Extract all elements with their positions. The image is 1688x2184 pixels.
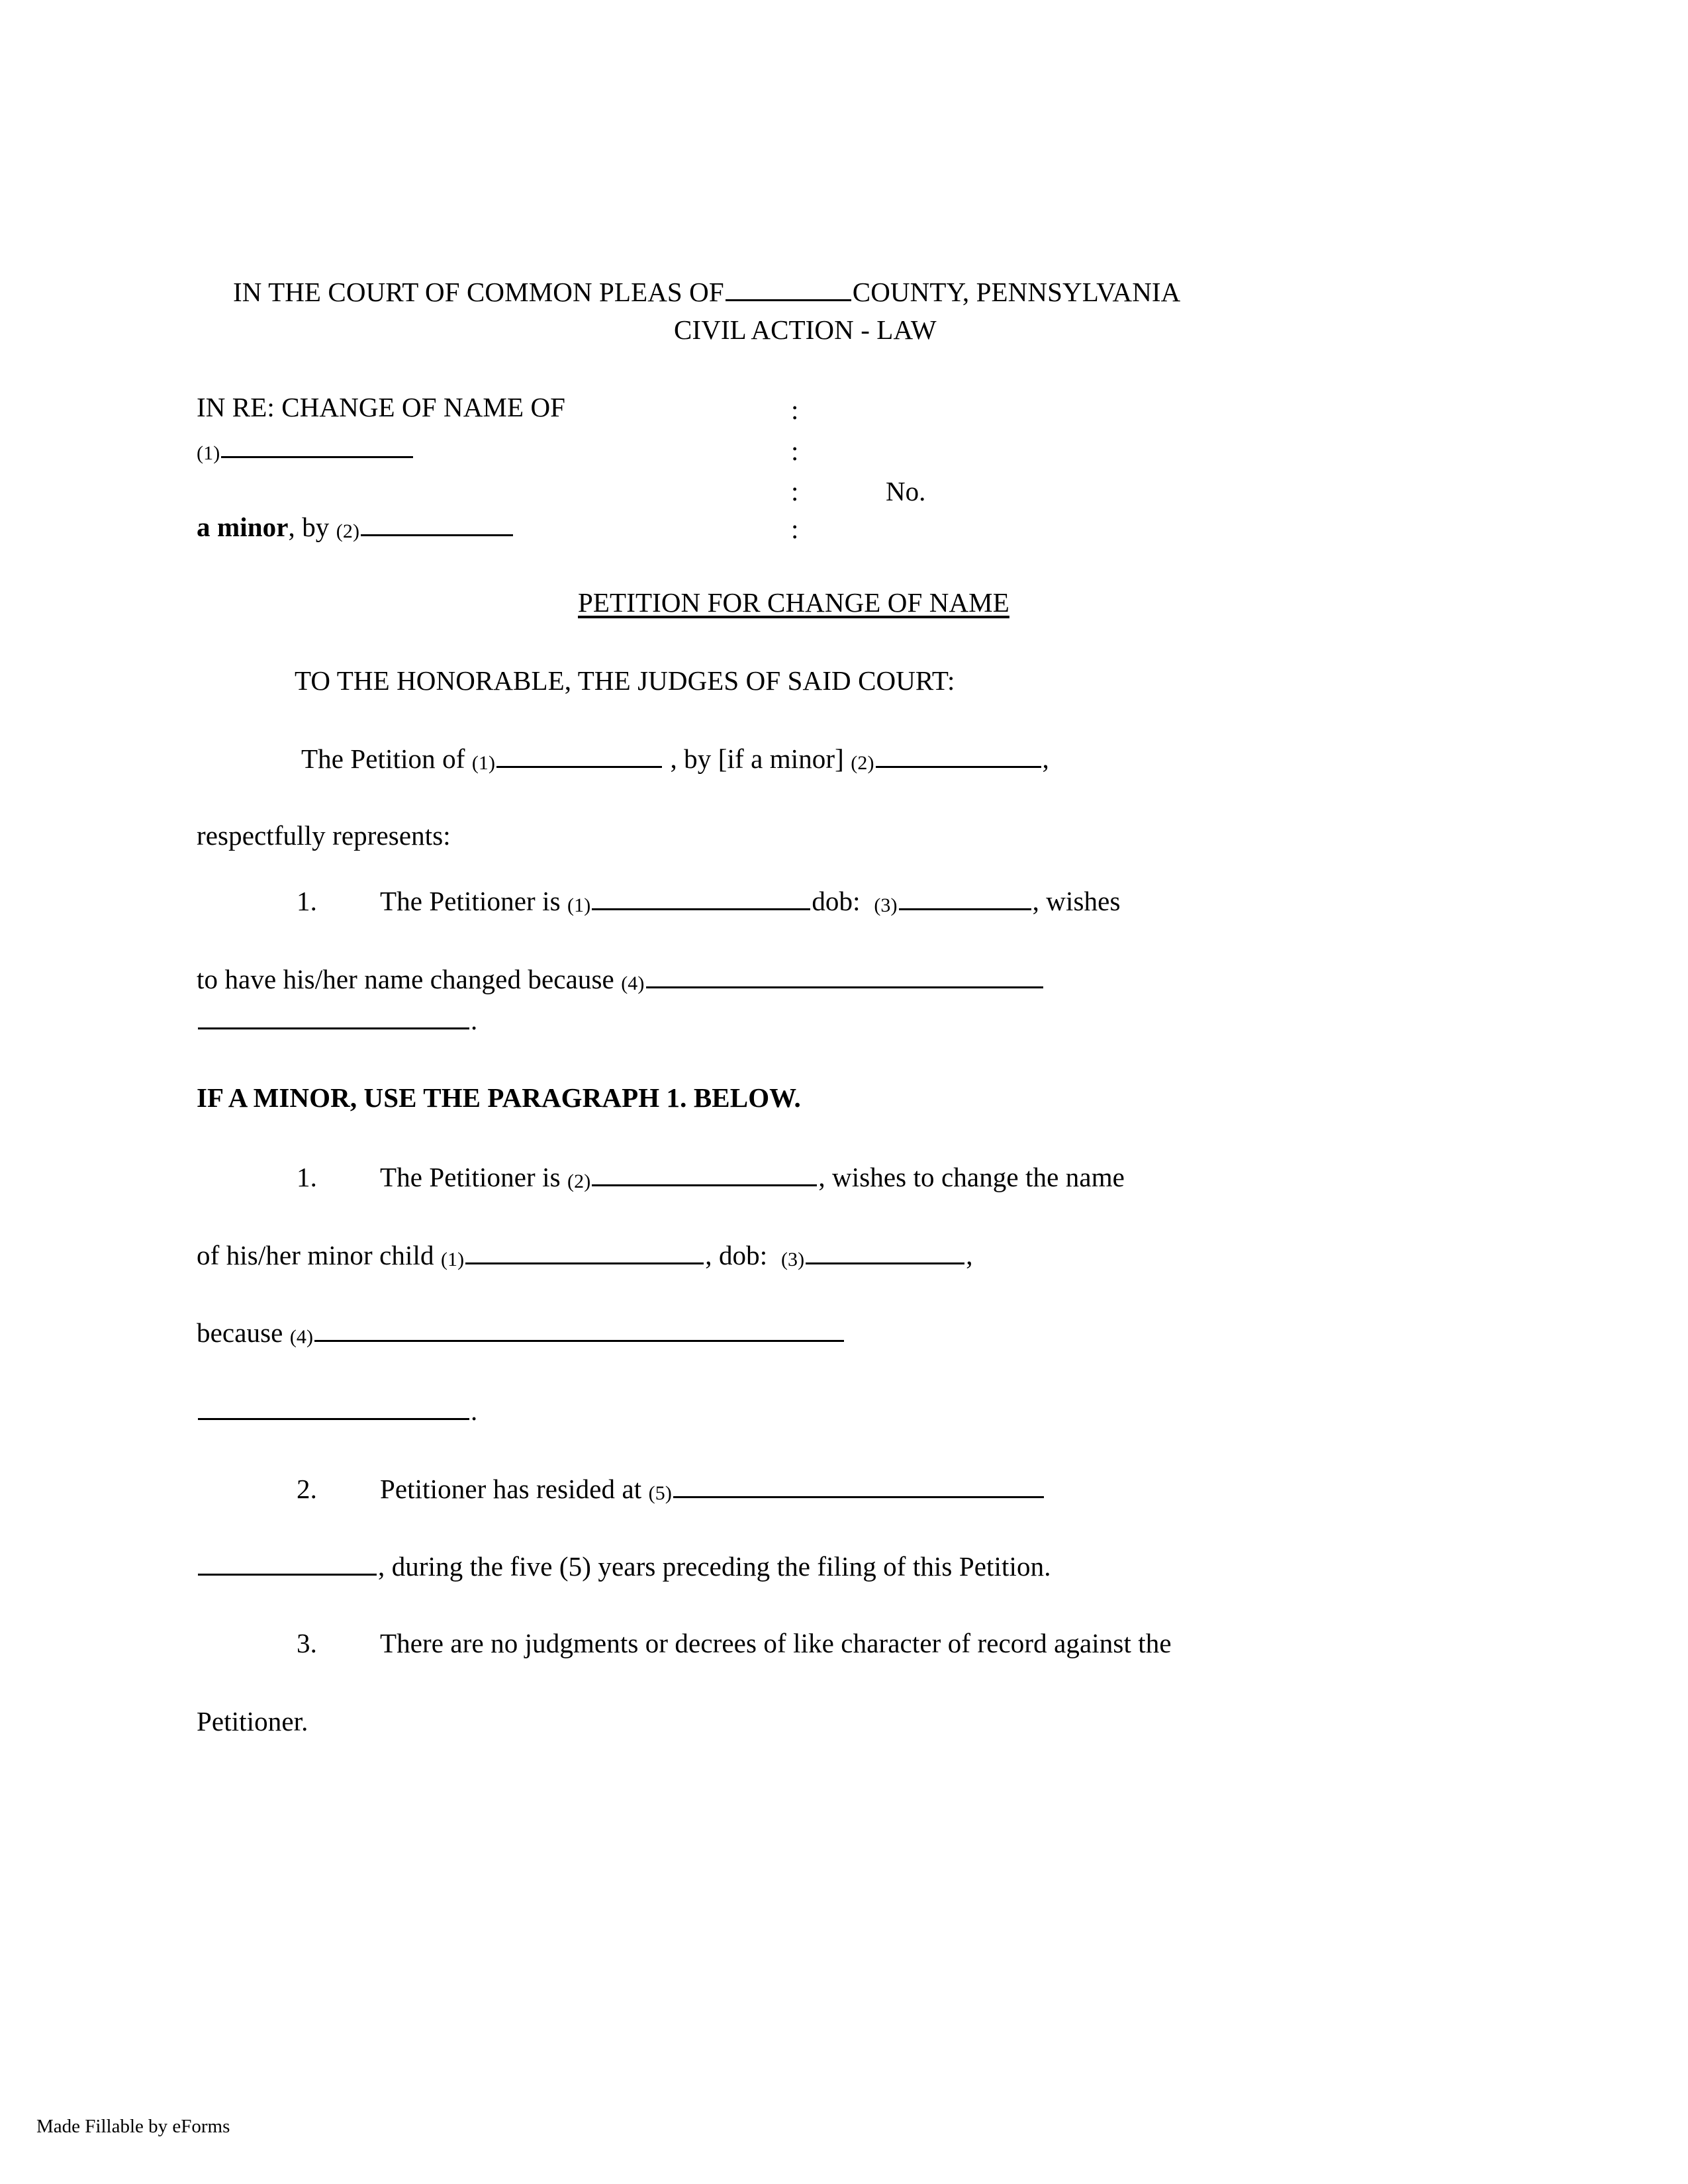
paragraph-1-reason-label: to have his/her name changed because [197, 964, 614, 994]
paragraph-1-text-3: , wishes [1032, 886, 1121, 916]
p2-residence-blank-field[interactable] [673, 1475, 1044, 1498]
petition-of-text: The Petition of [301, 743, 465, 774]
minor-child-label: of his/her minor child [197, 1240, 434, 1270]
paragraph-2-text-1: Petitioner has resided at [379, 1474, 642, 1504]
petition-intro-line-2: respectfully represents: [197, 820, 451, 851]
paragraph-3-line-2: Petitioner. [197, 1706, 308, 1736]
petition-ref-2: (2) [851, 752, 874, 774]
caption-by-text: , by [288, 512, 330, 542]
caption-colon-1: : [791, 395, 799, 425]
paragraph-1-ref-1: (1) [567, 894, 591, 916]
petition-guardian-blank-field[interactable] [876, 745, 1041, 768]
court-header-text-after: COUNTY, PENNSYLVANIA [852, 277, 1181, 307]
paragraph-2-line-2 [197, 1552, 1051, 1580]
paragraph-1-minor-number: 1. [297, 1162, 317, 1192]
civil-action-line: CIVIL ACTION - LAW [674, 314, 937, 345]
minor-instruction-heading: IF A MINOR, USE THE PARAGRAPH 1. BELOW. [197, 1082, 801, 1113]
petitioner-name-blank-field[interactable] [496, 745, 662, 768]
caption-minor-by-line [197, 513, 514, 541]
m1-reason-blank-field-cont[interactable] [198, 1397, 469, 1420]
paragraph-2-text-2: , during the five (5) years preceding the filing of this Petition. [378, 1551, 1051, 1582]
paragraph-1-number: 1. [297, 886, 317, 916]
p1-reason-blank-field[interactable] [646, 965, 1043, 988]
petition-intro-line-1 [301, 745, 1049, 773]
m1-child-dob-blank-field[interactable] [806, 1241, 964, 1264]
paragraph-1-minor-ref-2: (2) [567, 1170, 591, 1192]
p1-dob-blank-field[interactable] [899, 887, 1031, 910]
caption-colon-3: : [791, 476, 799, 506]
paragraph-1-text-1: The Petitioner is [379, 886, 561, 916]
county-blank-field[interactable] [726, 278, 851, 301]
minor-line2-comma: , [966, 1240, 973, 1270]
paragraph-3-line-1 [297, 1630, 1172, 1657]
court-header-text-before: IN THE COURT OF COMMON PLEAS OF [233, 277, 724, 307]
p1-reason-blank-field-cont[interactable] [198, 1006, 469, 1029]
caption-ref-2: (2) [336, 520, 360, 542]
paragraph-3-number: 3. [297, 1628, 317, 1658]
caption-name-line [197, 435, 414, 463]
minor-because-label: because [197, 1317, 283, 1348]
paragraph-1-minor-text-2: , wishes to change the name [818, 1162, 1125, 1192]
page-title: PETITION FOR CHANGE OF NAME [578, 587, 1009, 618]
m1-reason-blank-field[interactable] [314, 1319, 844, 1342]
paragraph-2-number: 2. [297, 1474, 317, 1504]
paragraph-1-line-1 [297, 887, 1121, 915]
docket-number-label: No. [886, 476, 926, 506]
petition-by-minor-text: , by [if a minor] [670, 743, 844, 774]
court-header-line [233, 278, 1180, 306]
paragraph-1-minor-line-3 [197, 1319, 845, 1347]
minor-dob-label: , dob: [705, 1240, 768, 1270]
paragraph-1-minor-ref-1: (1) [440, 1249, 465, 1270]
paragraph-3-text-1: There are no judgments or decrees of like character of record against the [379, 1628, 1172, 1658]
paragraph-1-minor-line-1 [297, 1163, 1125, 1191]
paragraph-1-ref-4: (4) [621, 973, 645, 994]
m1-child-name-blank-field[interactable] [465, 1241, 704, 1264]
p1-petitioner-name-blank-field[interactable] [592, 887, 810, 910]
paragraph-1-minor-line-2 [197, 1241, 973, 1269]
paragraph-1-minor-period: . [471, 1396, 478, 1426]
paragraph-1-dob-label: dob: [812, 886, 861, 916]
guardian-name-blank-field[interactable] [361, 513, 513, 536]
m1-petitioner-name-blank-field[interactable] [592, 1163, 817, 1186]
paragraph-1-line-2 [197, 965, 1045, 993]
paragraph-2-line-1 [297, 1475, 1045, 1503]
salutation-line: TO THE HONORABLE, THE JUDGES OF SAID COURT: [295, 665, 955, 696]
paragraph-1-ref-3: (3) [874, 894, 898, 916]
petition-ref-1: (1) [471, 752, 496, 774]
paragraph-1-period: . [471, 1005, 478, 1035]
caption-ref-1: (1) [197, 442, 220, 464]
paragraph-1-minor-line-4 [197, 1397, 477, 1425]
footer-attribution: Made Fillable by eForms [36, 2116, 230, 2137]
caption-minor-label: a minor [197, 512, 289, 542]
caption-colon-2: : [791, 436, 799, 466]
paragraph-1-minor-text-1: The Petitioner is [379, 1162, 561, 1192]
petition-comma: , [1042, 743, 1049, 774]
caption-in-re-line: IN RE: CHANGE OF NAME OF [197, 392, 566, 422]
p2-residence-blank-field-cont[interactable] [198, 1552, 377, 1576]
paragraph-1-minor-ref-3: (3) [780, 1249, 805, 1270]
paragraph-1-line-3 [197, 1006, 477, 1034]
caption-colon-4: : [791, 514, 799, 544]
paragraph-2-ref-5: (5) [648, 1482, 672, 1504]
paragraph-1-minor-ref-4: (4) [289, 1326, 314, 1348]
child-name-blank-field[interactable] [221, 435, 413, 458]
